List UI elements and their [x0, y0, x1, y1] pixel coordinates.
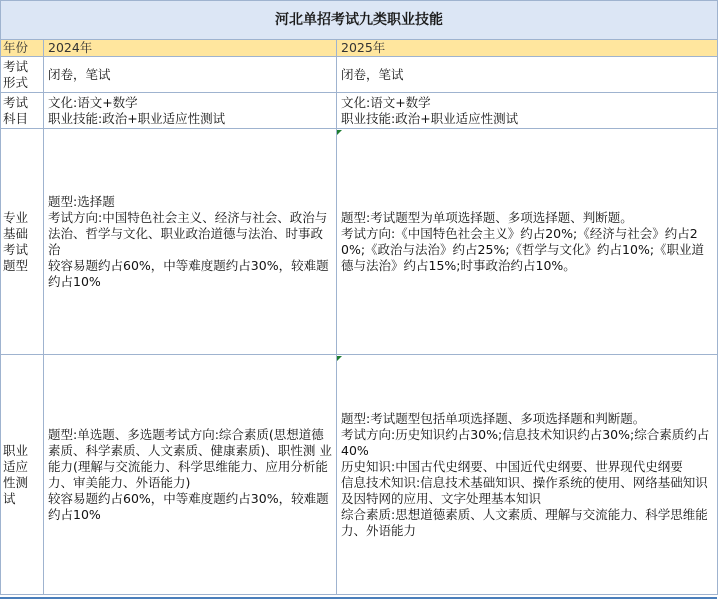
comment-indicator-icon[interactable] [337, 356, 342, 361]
table-row [1, 57, 718, 93]
table-bottom-border [0, 597, 717, 599]
table-title[interactable]: 河北单招考试九类职业技能 [1, 1, 718, 40]
row-label-subjects[interactable]: 考试 科目 [1, 93, 44, 129]
cell-2024-professional-basics[interactable]: 题型:选择题 考试方向:中国特色社会主义、经济与社会、政治与法治、哲学与文化、职业政治道德与法治、时事政治 较容易题约占60%，中等难度题约占30%，较难题约占10% [44, 129, 337, 355]
header-2024[interactable]: 2024年 [44, 40, 337, 57]
cell-2025-exam-form[interactable]: 闭卷，笔试 [337, 57, 718, 93]
row-label-professional-basics[interactable]: 专业 基础 考试 题型 [1, 129, 44, 355]
table-row [1, 129, 718, 355]
cell-2025-professional-basics[interactable]: 题型:考试题型为单项选择题、多项选择题、判断题。 考试方向:《中国特色社会主义》约占20%;《经济与社会》约占20%;《政治与法治》约占25%;《哲学与文化》约占10%;《职业道德与法治》约占15%;时事政治约占10%。 [337, 129, 718, 355]
table-row [1, 355, 718, 595]
cell-2024-exam-form[interactable]: 闭卷，笔试 [44, 57, 337, 93]
table-row [1, 93, 718, 129]
header-2025[interactable]: 2025年 [337, 40, 718, 57]
row-label-exam-form[interactable]: 考试 形式 [1, 57, 44, 93]
cell-2024-vocational-aptitude[interactable]: 题型:单选题、多选题考试方向:综合素质(思想道德素质、科学素质、人文素质、健康素质)、职性测 业能力(理解与交流能力、科学思维能力、应用分析能力、审美能力、外语能力) 较容易题约占60%，中等难度题约占30%，较难题约占10% [44, 355, 337, 595]
cell-2025-vocational-aptitude[interactable]: 题型:考试题型包括单项选择题、多项选择题和判断题。 考试方向:历史知识约占30%;信息技术知识约占30%;综合素质约占40% 历史知识:中国古代史纲要、中国近代史纲要、世界现代史纲要 信息技术知识:信息技术基础知识、操作系统的使用、网络基础知识及因特网的应用、文字处理基本知识 综合素质:思想道德素质、人文素质、理解与交流能力、科学思维能力、外语能力 [337, 355, 718, 595]
header-row [1, 40, 718, 57]
cell-2025-subjects[interactable]: 文化:语文+数学 职业技能:政治+职业适应性测试 [337, 93, 718, 129]
header-year[interactable]: 年份 [1, 40, 44, 57]
row-label-vocational-aptitude[interactable]: 职业 适应 性测 试 [1, 355, 44, 595]
cell-2024-subjects[interactable]: 文化:语文+数学 职业技能:政治+职业适应性测试 [44, 93, 337, 129]
comment-indicator-icon[interactable] [337, 130, 342, 135]
title-row [1, 1, 718, 40]
